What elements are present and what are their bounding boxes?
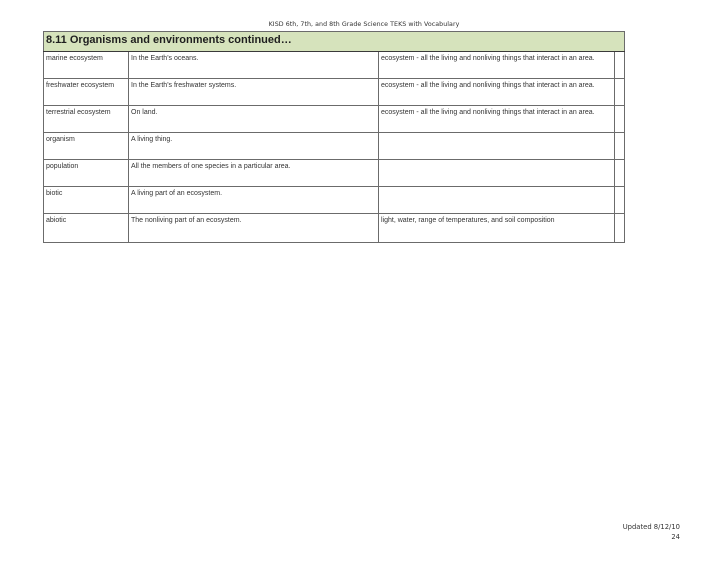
vocabulary-table (43, 31, 625, 243)
term-cell: organism (44, 133, 129, 160)
table-row (44, 187, 625, 214)
page-footer (623, 522, 680, 542)
blank-cell (615, 160, 625, 187)
table-row (44, 52, 625, 79)
definition-cell: All the members of one species in a particular area. (129, 160, 379, 187)
example-cell (379, 187, 615, 214)
example-cell: ecosystem - all the living and nonliving things that interact in an area. (379, 52, 615, 79)
table-row (44, 79, 625, 106)
term-cell: biotic (44, 187, 129, 214)
example-cell (379, 133, 615, 160)
page-number: 24 (671, 533, 680, 541)
table-row (44, 106, 625, 133)
example-cell (379, 160, 615, 187)
table-row (44, 214, 625, 243)
term-cell: terrestrial ecosystem (44, 106, 129, 133)
definition-cell: In the Earth's oceans. (129, 52, 379, 79)
term-cell: abiotic (44, 214, 129, 243)
blank-cell (615, 106, 625, 133)
section-header-row (44, 32, 625, 52)
document-header-title: KISD 6th, 7th, and 8th Grade Science TEKS with Vocabulary (268, 21, 460, 28)
term-cell: marine ecosystem (44, 52, 129, 79)
definition-cell: The nonliving part of an ecosystem. (129, 214, 379, 243)
table-row (44, 133, 625, 160)
blank-cell (615, 52, 625, 79)
blank-cell (615, 133, 625, 160)
term-cell: freshwater ecosystem (44, 79, 129, 106)
blank-cell (615, 187, 625, 214)
updated-date: Updated 8/12/10 (622, 523, 680, 531)
blank-cell (615, 214, 625, 243)
blank-cell (615, 79, 625, 106)
table-row (44, 160, 625, 187)
example-cell: light, water, range of temperatures, and soil composition (379, 214, 615, 243)
example-cell: ecosystem - all the living and nonliving things that interact in an area. (379, 79, 615, 106)
definition-cell: A living thing. (129, 133, 379, 160)
section-title: 8.11 Organisms and environments continued… (44, 32, 625, 52)
definition-cell: In the Earth's freshwater systems. (129, 79, 379, 106)
term-cell: population (44, 160, 129, 187)
definition-cell: A living part of an ecosystem. (129, 187, 379, 214)
example-cell: ecosystem - all the living and nonliving things that interact in an area. (379, 106, 615, 133)
definition-cell: On land. (129, 106, 379, 133)
